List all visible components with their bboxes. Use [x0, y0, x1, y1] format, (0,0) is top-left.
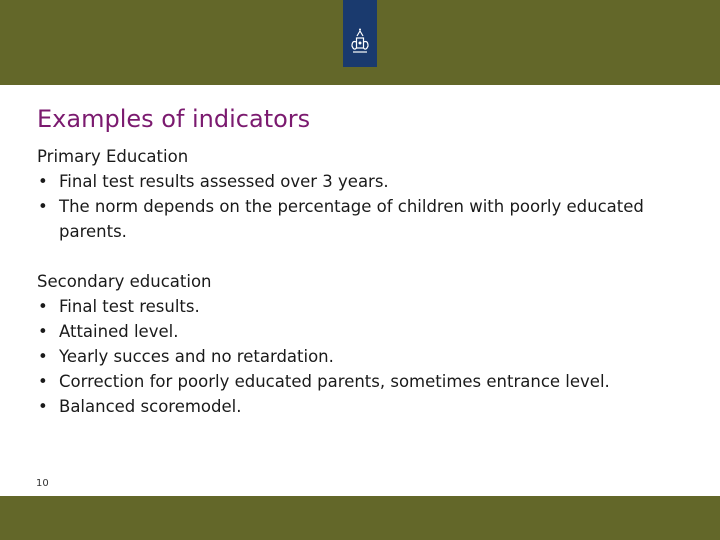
emblem-banner: [343, 0, 377, 67]
list-item-text: Yearly succes and no retardation.: [59, 347, 334, 366]
list-item-text: Balanced scoremodel.: [59, 397, 242, 416]
header-bar: [0, 0, 720, 85]
section-heading: Secondary education: [37, 272, 212, 291]
slide-title: Examples of indicators: [37, 105, 311, 133]
bullet-dot-icon: •: [38, 172, 48, 191]
list-item-text: Attained level.: [59, 322, 179, 341]
list-item-text: The norm depends on the percentage of children with poorly educated parents.: [59, 197, 644, 241]
footer-bar: [0, 496, 720, 540]
list-item: [37, 294, 687, 319]
bullet-dot-icon: •: [38, 347, 48, 366]
list-item: [37, 344, 687, 369]
section-primary-education: [37, 144, 687, 244]
list-item: [37, 169, 687, 194]
bullet-dot-icon: •: [38, 397, 48, 416]
bullet-list: [37, 294, 687, 419]
list-item: [37, 394, 687, 419]
list-item-text: Final test results assessed over 3 years.: [59, 172, 389, 191]
list-item-text: Final test results.: [59, 297, 200, 316]
list-item-text: Correction for poorly educated parents, sometimes entrance level.: [59, 372, 610, 391]
list-item: [37, 369, 687, 394]
list-item: [37, 319, 687, 344]
coat-of-arms-icon: [343, 0, 377, 67]
bullet-list: [37, 169, 687, 244]
section-secondary-education: [37, 269, 687, 419]
bullet-dot-icon: •: [38, 322, 48, 341]
list-item: [37, 194, 687, 244]
page-number: 10: [36, 478, 49, 489]
bullet-dot-icon: •: [38, 197, 48, 216]
section-heading: Primary Education: [37, 147, 189, 166]
bullet-dot-icon: •: [38, 297, 48, 316]
bullet-dot-icon: •: [38, 372, 48, 391]
